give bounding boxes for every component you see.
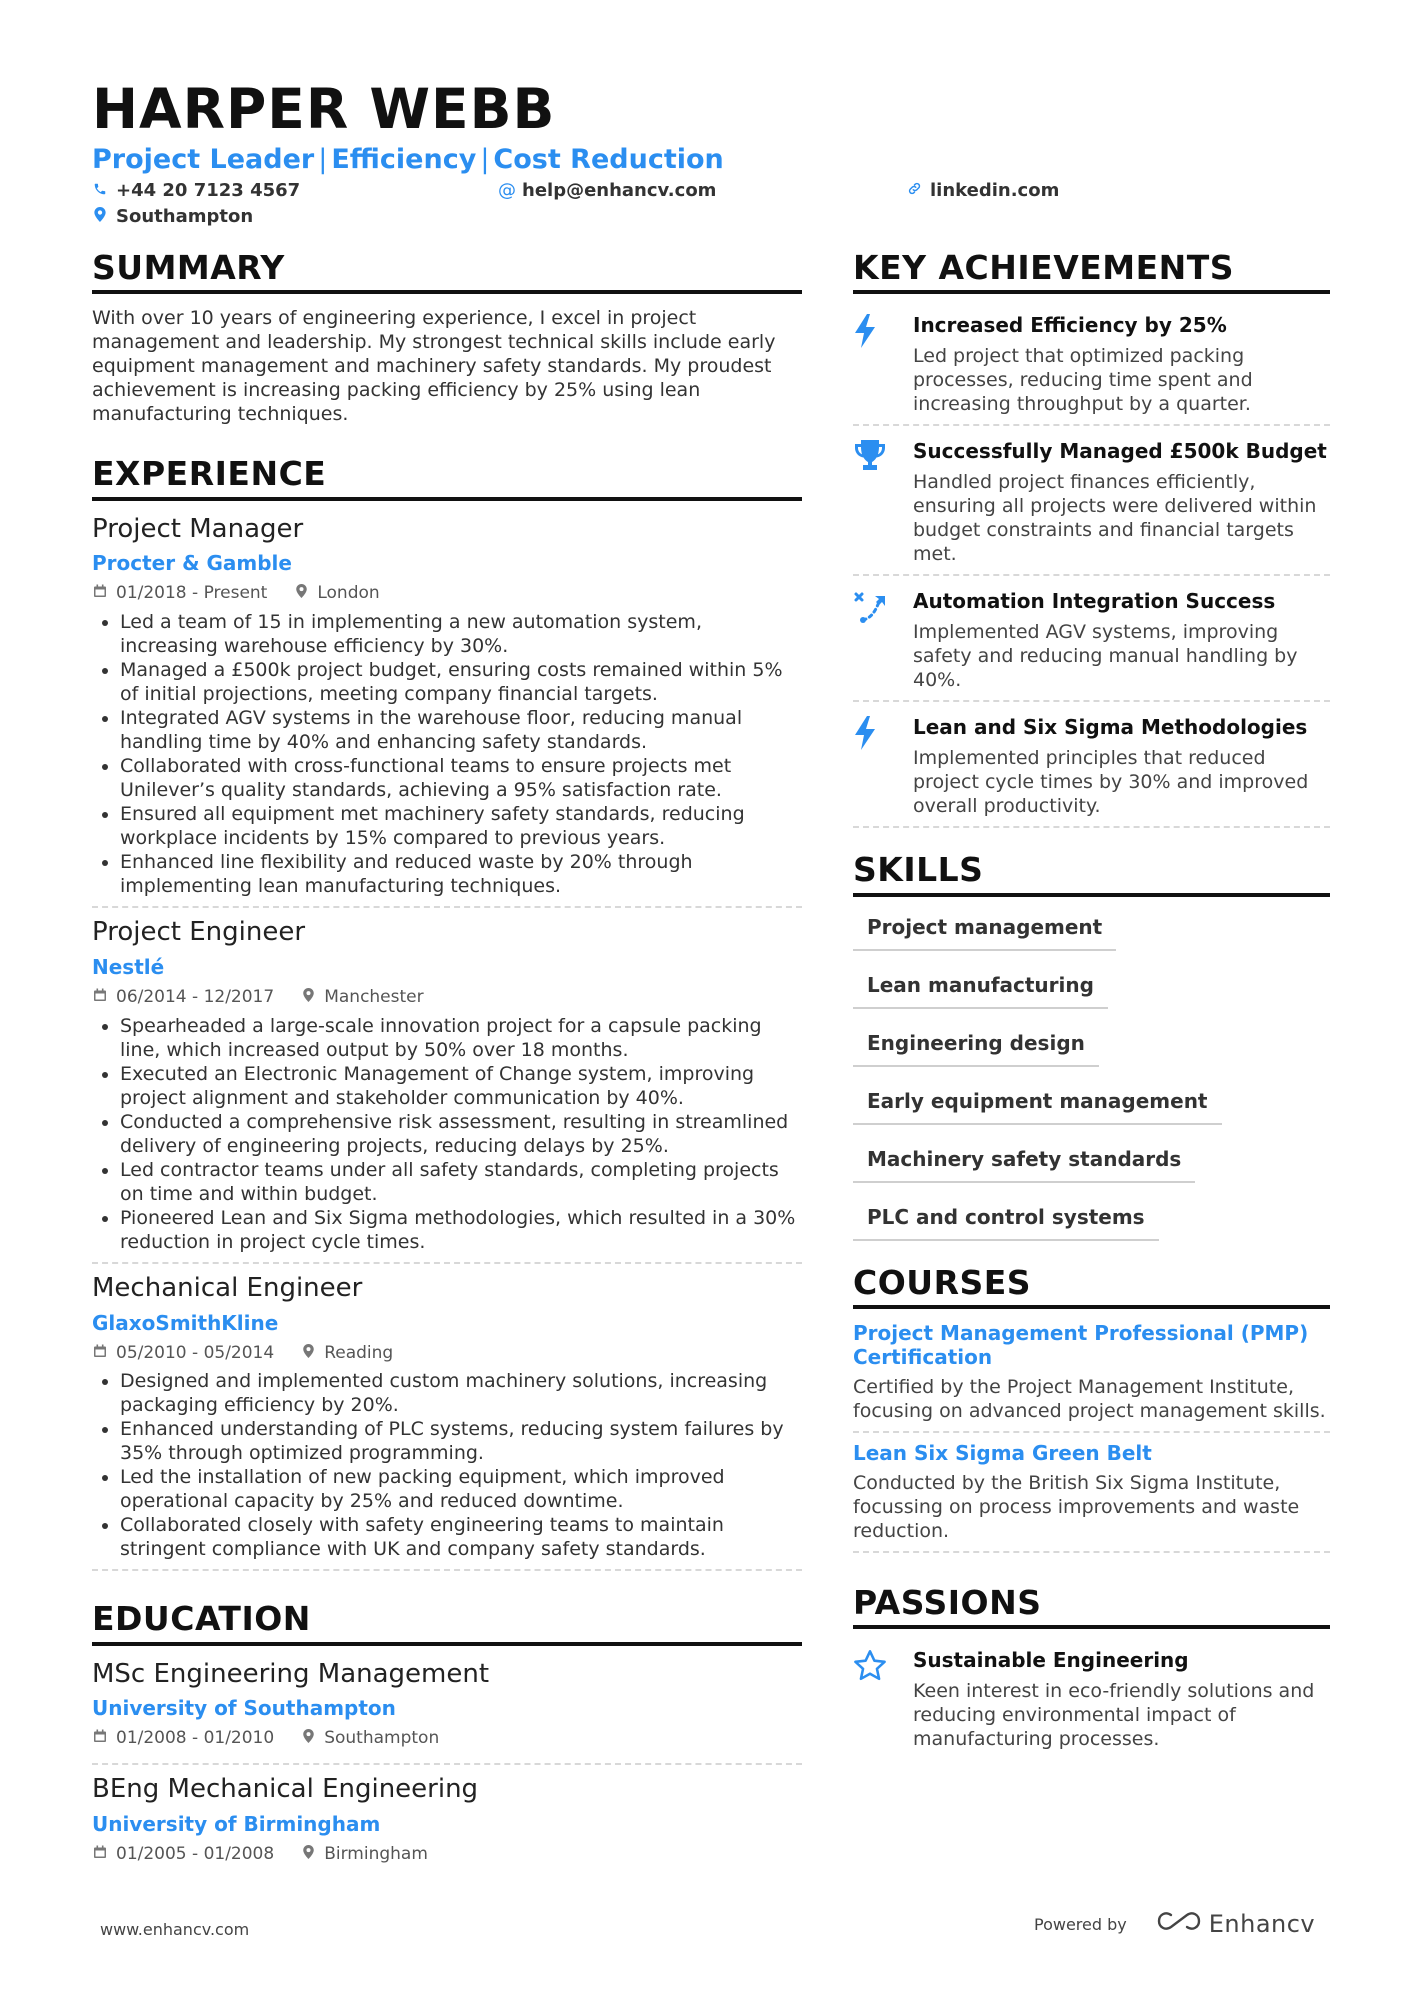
- job-entry: [92, 513, 802, 909]
- email-text: help@enhancv.com: [522, 180, 717, 201]
- job-title: Project Manager: [92, 513, 304, 544]
- location-text: Southampton: [116, 206, 254, 227]
- achievement-title: Successfully Managed £500k Budget: [913, 439, 1327, 464]
- tagline-separator: |: [480, 144, 490, 175]
- education-location: Birmingham: [324, 1844, 428, 1865]
- tagline-part: Cost Reduction: [493, 144, 724, 175]
- course-desc: Certified by the Project Management Institute, focusing on advanced project management skills.: [853, 1375, 1326, 1422]
- experience-heading: EXPERIENCE: [92, 456, 802, 500]
- achievement-title: Increased Efficiency by 25%: [913, 313, 1227, 338]
- company-name: Procter & Gamble: [92, 551, 292, 576]
- calendar-icon: [92, 1727, 108, 1751]
- skill-tag: PLC and control systems: [853, 1199, 1159, 1241]
- course-item: [853, 1441, 1330, 1553]
- job-location: London: [317, 583, 380, 604]
- achievement-title: Automation Integration Success: [913, 589, 1276, 614]
- enhancv-logo: [1157, 1910, 1315, 1938]
- skill-tag: Engineering design: [853, 1025, 1099, 1067]
- job-location: Reading: [324, 1342, 394, 1363]
- linkedin-text: linkedin.com: [930, 180, 1060, 201]
- company-name: GlaxoSmithKline: [92, 1310, 279, 1335]
- achievement-desc: Handled project finances efficiently, ensuring all projects were delivered within budget constraints and financial targets met.: [913, 471, 1317, 566]
- job-bullets: [92, 610, 802, 898]
- education-entry: [92, 1773, 802, 1879]
- phone-icon: [92, 180, 108, 201]
- location-pin-icon: [293, 582, 309, 606]
- contact-phone[interactable]: [92, 180, 300, 201]
- education-meta: [92, 1843, 802, 1867]
- courses-heading: COURSES: [853, 1265, 1330, 1309]
- location-pin-icon: [300, 1843, 316, 1867]
- job-dates: 05/2010 - 05/2014: [116, 1342, 275, 1363]
- job-title: Project Engineer: [92, 917, 306, 948]
- tagline: [92, 144, 724, 175]
- degree-title: BEng Mechanical Engineering: [92, 1774, 479, 1805]
- bullet-item: • Enhanced understanding of PLC systems, reducing system failures by 35% through optimized programming.: [120, 1417, 802, 1465]
- bullet-item: • Ensured all equipment met machinery safety standards, reducing workplace incidents by 15% compared to previous years.: [120, 802, 802, 850]
- tagline-part: Project Leader: [92, 144, 315, 175]
- achievement-desc: Led project that optimized packing processes, reducing time spent and increasing throughput by a quarter.: [913, 345, 1253, 416]
- link-icon: [906, 180, 922, 201]
- lightning-icon: [853, 712, 913, 818]
- bullet-item: • Collaborated with cross-functional teams to ensure projects met Unilever’s quality standards, achieving a 95% satisfaction rate.: [120, 754, 802, 802]
- bullet-item: • Conducted a comprehensive risk assessment, resulting in streamlined delivery of engineering projects, reducing delays by 25%.: [120, 1110, 802, 1158]
- job-entry: [92, 1272, 802, 1572]
- bullet-item: • Led the installation of new packing equipment, which improved operational capacity by 25% and reduced downtime.: [120, 1465, 802, 1513]
- job-meta: [92, 1342, 802, 1366]
- candidate-name: HARPER WEBB: [92, 77, 556, 141]
- location-pin-icon: [300, 1727, 316, 1751]
- passion-item: [853, 1641, 1330, 1759]
- job-location: Manchester: [324, 986, 424, 1007]
- education-dates: 01/2008 - 01/2010: [116, 1728, 275, 1749]
- calendar-icon: [92, 1342, 108, 1366]
- school-name: University of Southampton: [92, 1696, 396, 1721]
- education-location: Southampton: [324, 1728, 440, 1749]
- contact-linkedin[interactable]: [906, 180, 1059, 201]
- job-bullets: [92, 1014, 802, 1254]
- achievement-item: [853, 708, 1330, 828]
- passion-desc: Keen interest in eco-friendly solutions and reducing environmental impact of manufacturing processes.: [913, 1680, 1315, 1751]
- bullet-item: • Designed and implemented custom machinery solutions, increasing packaging efficiency by 20%.: [120, 1369, 802, 1417]
- footer-branding[interactable]: [1034, 1910, 1315, 1938]
- calendar-icon: [92, 986, 108, 1010]
- achievement-title: Lean and Six Sigma Methodologies: [913, 715, 1308, 740]
- brand-name: Enhancv: [1208, 1910, 1316, 1938]
- job-dates: 06/2014 - 12/2017: [116, 986, 275, 1007]
- trophy-icon: [853, 436, 913, 566]
- school-name: University of Birmingham: [92, 1812, 381, 1837]
- course-desc: Conducted by the British Six Sigma Institute, focussing on process improvements and waste reduction.: [853, 1471, 1300, 1542]
- job-dates: 01/2018 - Present: [116, 583, 268, 604]
- degree-title: MSc Engineering Management: [92, 1658, 490, 1689]
- achievement-item: [853, 432, 1330, 576]
- calendar-icon: [92, 1843, 108, 1867]
- course-title: Lean Six Sigma Green Belt: [853, 1440, 1152, 1465]
- achievement-desc: Implemented AGV systems, improving safety and reducing manual handling by 40%.: [913, 621, 1298, 692]
- location-pin-icon: [300, 986, 316, 1010]
- job-meta: [92, 986, 802, 1010]
- bullet-item: • Spearheaded a large-scale innovation project for a capsule packing line, which increased output by 50% over 18 months.: [120, 1014, 802, 1062]
- achievements-heading: KEY ACHIEVEMENTS: [853, 250, 1330, 294]
- footer-website[interactable]: www.enhancv.com: [100, 1920, 250, 1939]
- lightning-icon: [853, 310, 913, 416]
- left-column: [92, 250, 802, 1887]
- achievement-item: [853, 306, 1330, 426]
- bullet-item: • Managed a £500k project budget, ensuring costs remained within 5% of initial projections, meeting company financial targets.: [120, 658, 802, 706]
- job-bullets: [92, 1369, 802, 1561]
- bullet-item: • Executed an Electronic Management of Change system, improving project alignment and stakeholder communication by 40%.: [120, 1062, 802, 1110]
- right-column: [853, 250, 1330, 1765]
- bullet-item: • Led a team of 15 in implementing a new automation system, increasing warehouse efficiency by 30%.: [120, 610, 802, 658]
- bullet-item: • Collaborated closely with safety engineering teams to maintain stringent compliance with UK and company safety standards.: [120, 1513, 802, 1561]
- skill-tag: Lean manufacturing: [853, 967, 1108, 1009]
- summary-heading: SUMMARY: [92, 250, 802, 294]
- passion-title: Sustainable Engineering: [913, 1648, 1189, 1673]
- skills-list: [853, 909, 1330, 1241]
- achievement-desc: Implemented principles that reduced project cycle times by 30% and improved overall productivity.: [913, 747, 1309, 818]
- bullet-item: • Enhanced line flexibility and reduced waste by 20% through implementing lean manufacturing techniques.: [120, 850, 802, 898]
- route-icon: [853, 586, 913, 692]
- summary-text: With over 10 years of engineering experience, I excel in project management and leadership. My strongest technical skills include early equipment management and machinery safety standards. My proudest achievement is increasing packing efficiency by 25% using lean manufacturing techniques.: [92, 307, 776, 426]
- skill-tag: Project management: [853, 909, 1116, 951]
- education-dates: 01/2005 - 01/2008: [116, 1844, 275, 1865]
- skills-heading: SKILLS: [853, 852, 1330, 896]
- location-pin-icon: [300, 1342, 316, 1366]
- tagline-separator: |: [318, 144, 328, 175]
- skill-tag: Machinery safety standards: [853, 1141, 1195, 1183]
- powered-by-text: Powered by: [1034, 1914, 1127, 1934]
- bullet-item: • Led contractor teams under all safety standards, completing projects on time and within budget.: [120, 1158, 802, 1206]
- calendar-icon: [92, 582, 108, 606]
- bullet-item: • Integrated AGV systems in the warehouse floor, reducing manual handling time by 40% and enhancing safety standards.: [120, 706, 802, 754]
- education-entry: [92, 1658, 802, 1766]
- company-name: Nestlé: [92, 954, 165, 979]
- phone-text: +44 20 7123 4567: [116, 180, 301, 201]
- passions-heading: PASSIONS: [853, 1585, 1330, 1629]
- bullet-item: • Pioneered Lean and Six Sigma methodologies, which resulted in a 30% reduction in project cycle times.: [120, 1206, 802, 1254]
- star-icon: [853, 1645, 913, 1751]
- education-meta: [92, 1727, 802, 1751]
- contact-email[interactable]: [498, 180, 716, 201]
- achievement-item: [853, 582, 1330, 702]
- contact-location: [92, 206, 253, 227]
- enhancv-logo-icon: [1157, 1910, 1201, 1938]
- education-heading: EDUCATION: [92, 1601, 802, 1645]
- location-pin-icon: [92, 206, 108, 227]
- job-meta: [92, 582, 802, 606]
- at-icon: @: [498, 180, 516, 201]
- job-title: Mechanical Engineer: [92, 1272, 363, 1303]
- tagline-part: Efficiency: [331, 144, 477, 175]
- job-entry: [92, 916, 802, 1264]
- course-item: [853, 1321, 1330, 1433]
- skill-tag: Early equipment management: [853, 1083, 1222, 1125]
- course-title: Project Management Professional (PMP) Certification: [853, 1320, 1309, 1369]
